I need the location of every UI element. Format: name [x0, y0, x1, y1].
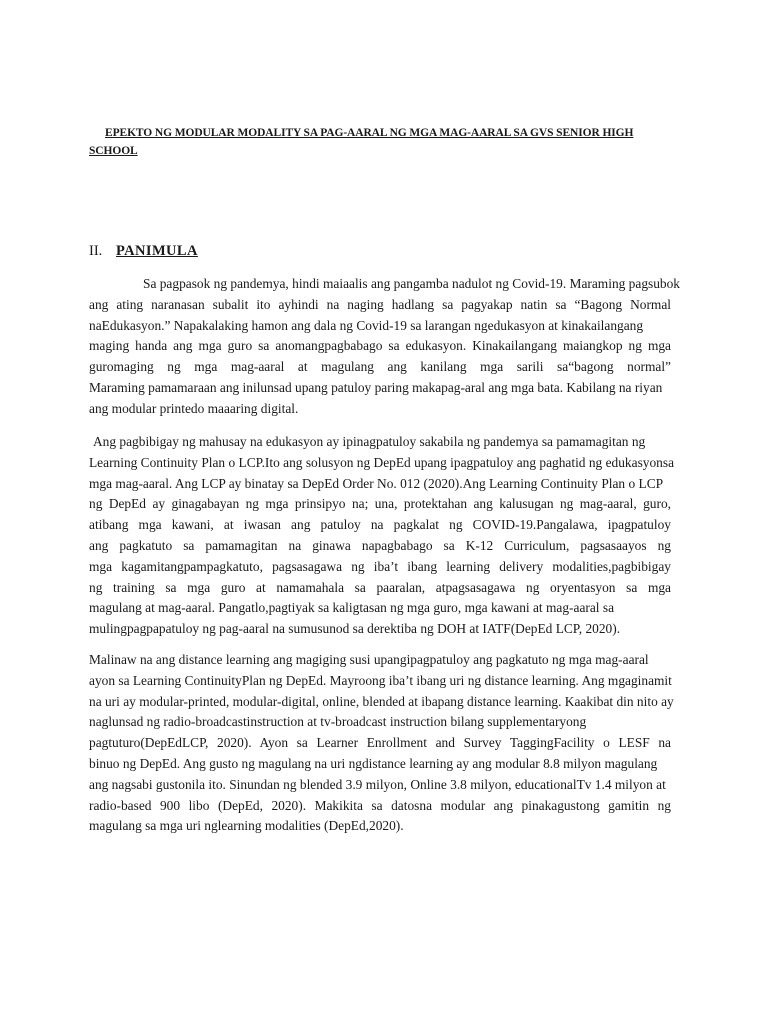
section-number: II.: [89, 243, 103, 259]
paragraph-line: ng DepEd ay ginagabayan ng mga prinsipyo na; una, protektahan ang kalusugan ng mag-aaral, guro,: [89, 496, 671, 512]
section-name: PANIMULA: [116, 243, 198, 259]
paragraph-line: mga mag-aaral. Ang LCP ay binatay sa DepEd Order No. 012 (2020).Ang Learning Continuity Plan o LCP: [89, 475, 664, 491]
paragraph-line: Maraming pamamaraan ang inilunsad upang patuloy paring makapag-aral ang mga bata. Kabilang na riyan: [89, 379, 663, 395]
paragraph-line: ang ating naranasan subalit ito ayhindi na naging hadlang sa pagyakap natin sa “Bagong Normal: [89, 296, 671, 312]
paragraph-line: atibang mga kawani, at iwasan ang patuloy na pagkalat ng COVID-19.Pangalawa, ipagpatuloy: [89, 517, 671, 533]
paragraph-line: maging handa ang mga guro sa anomangpagbabago sa edukasyon. Kinakailangang maiangkop ng mga: [89, 338, 671, 354]
section-heading: [89, 243, 198, 260]
document-title: EPEKTO NG MODULAR MODALITY SA PAG-AARAL NG MGA MAG-AARAL SA GVS SENIOR HIGH SCHOOL: [89, 127, 634, 157]
paragraph-line: ang nagsabi gustonila ito. Sinundan ng blended 3.9 milyon, Online 3.8 milyon, educationalTv 1.4 milyon at: [89, 776, 666, 792]
paragraph-line: Sa pagpasok ng pandemya, hindi maiaalis ang pangamba nadulot ng Covid-19. Maraming pagsubok: [143, 276, 681, 291]
paragraph-2: [89, 432, 675, 640]
paragraph-line: Malinaw na ang distance learning ang magiging susi upangipagpatuloy ang pagkatuto ng mga mag-aaral: [89, 652, 649, 667]
paragraph-line: pagtuturo(DepEdLCP, 2020). Ayon sa Learner Enrollment and Survey TaggingFacility o LESF na: [89, 735, 671, 751]
paragraph-line: ang pagkatuto sa pamamagitan na ginawa napagbabago sa K-12 Curriculum, pagsasaayos ng: [89, 537, 671, 553]
paragraph-line: naEdukasyon.” Napakalaking hamon ang dala ng Covid-19 sa larangan ngedukasyon at kinakailangang: [89, 317, 644, 333]
paragraph-line: magulang at mag-aaral. Pangatlo,pagtiyak sa kaligtasan ng mga guro, mga kawani at mag-aaral sa: [89, 600, 615, 616]
paragraph-line: magulang sa mga uri nglearning modalities (DepEd,2020).: [89, 818, 404, 834]
paragraph-line: mga kagamitangpampagkatuto, pagsasagawa ng iba’t ibang learning delivery modalities,pagbibigay: [89, 558, 671, 574]
paragraph-line: ang modular printedo maaaring digital.: [89, 400, 299, 416]
paragraph-line: na uri ay modular-printed, modular-digital, online, blended at ibapang distance learning. Kaakibat din nito ay: [89, 693, 674, 709]
paragraph-line: mulingpagpapatuloy ng pag-aaral na sumusunod sa derektiba ng DOH at IATF(DepEd LCP, 2020).: [89, 621, 621, 637]
paragraph-line: binuo ng DepEd. Ang gusto ng magulang na uri ngdistance learning ay ang modular 8.8 milyon magulang: [89, 755, 658, 771]
paragraph-1: [89, 274, 681, 420]
paragraph-line: radio-based 900 libo (DepEd, 2020). Makikita sa datosna modular ang pinakagustong gamitin ng: [89, 797, 671, 813]
paragraph-line: ng training sa mga guro at namamahala sa paaralan, atpagsasagawa ng oryentasyon sa mga: [89, 579, 671, 595]
paragraph-line: guromaging ng mga mag-aaral at magulang ang kanilang mga sarili sa“bagong normal”: [89, 359, 671, 375]
paragraph-line: Ang pagbibigay ng mahusay na edukasyon ay ipinagpatuloy sakabila ng pandemya sa pamamagitan ng: [93, 434, 646, 449]
paragraph-line: naglunsad ng radio-broadcastinstruction at tv-broadcast instruction bilang supplementaryong: [89, 714, 587, 730]
paragraph-line: Learning Continuity Plan o LCP.Ito ang solusyon ng DepEd upang ipagpatuloy ang paghatid ng edukasyonsa: [89, 454, 675, 470]
paragraph-3: [89, 650, 674, 837]
paragraph-line: ayon sa Learning ContinuityPlan ng DepEd. Mayroong iba’t ibang uri ng distance learning. Ang mgaginamit: [89, 672, 672, 688]
